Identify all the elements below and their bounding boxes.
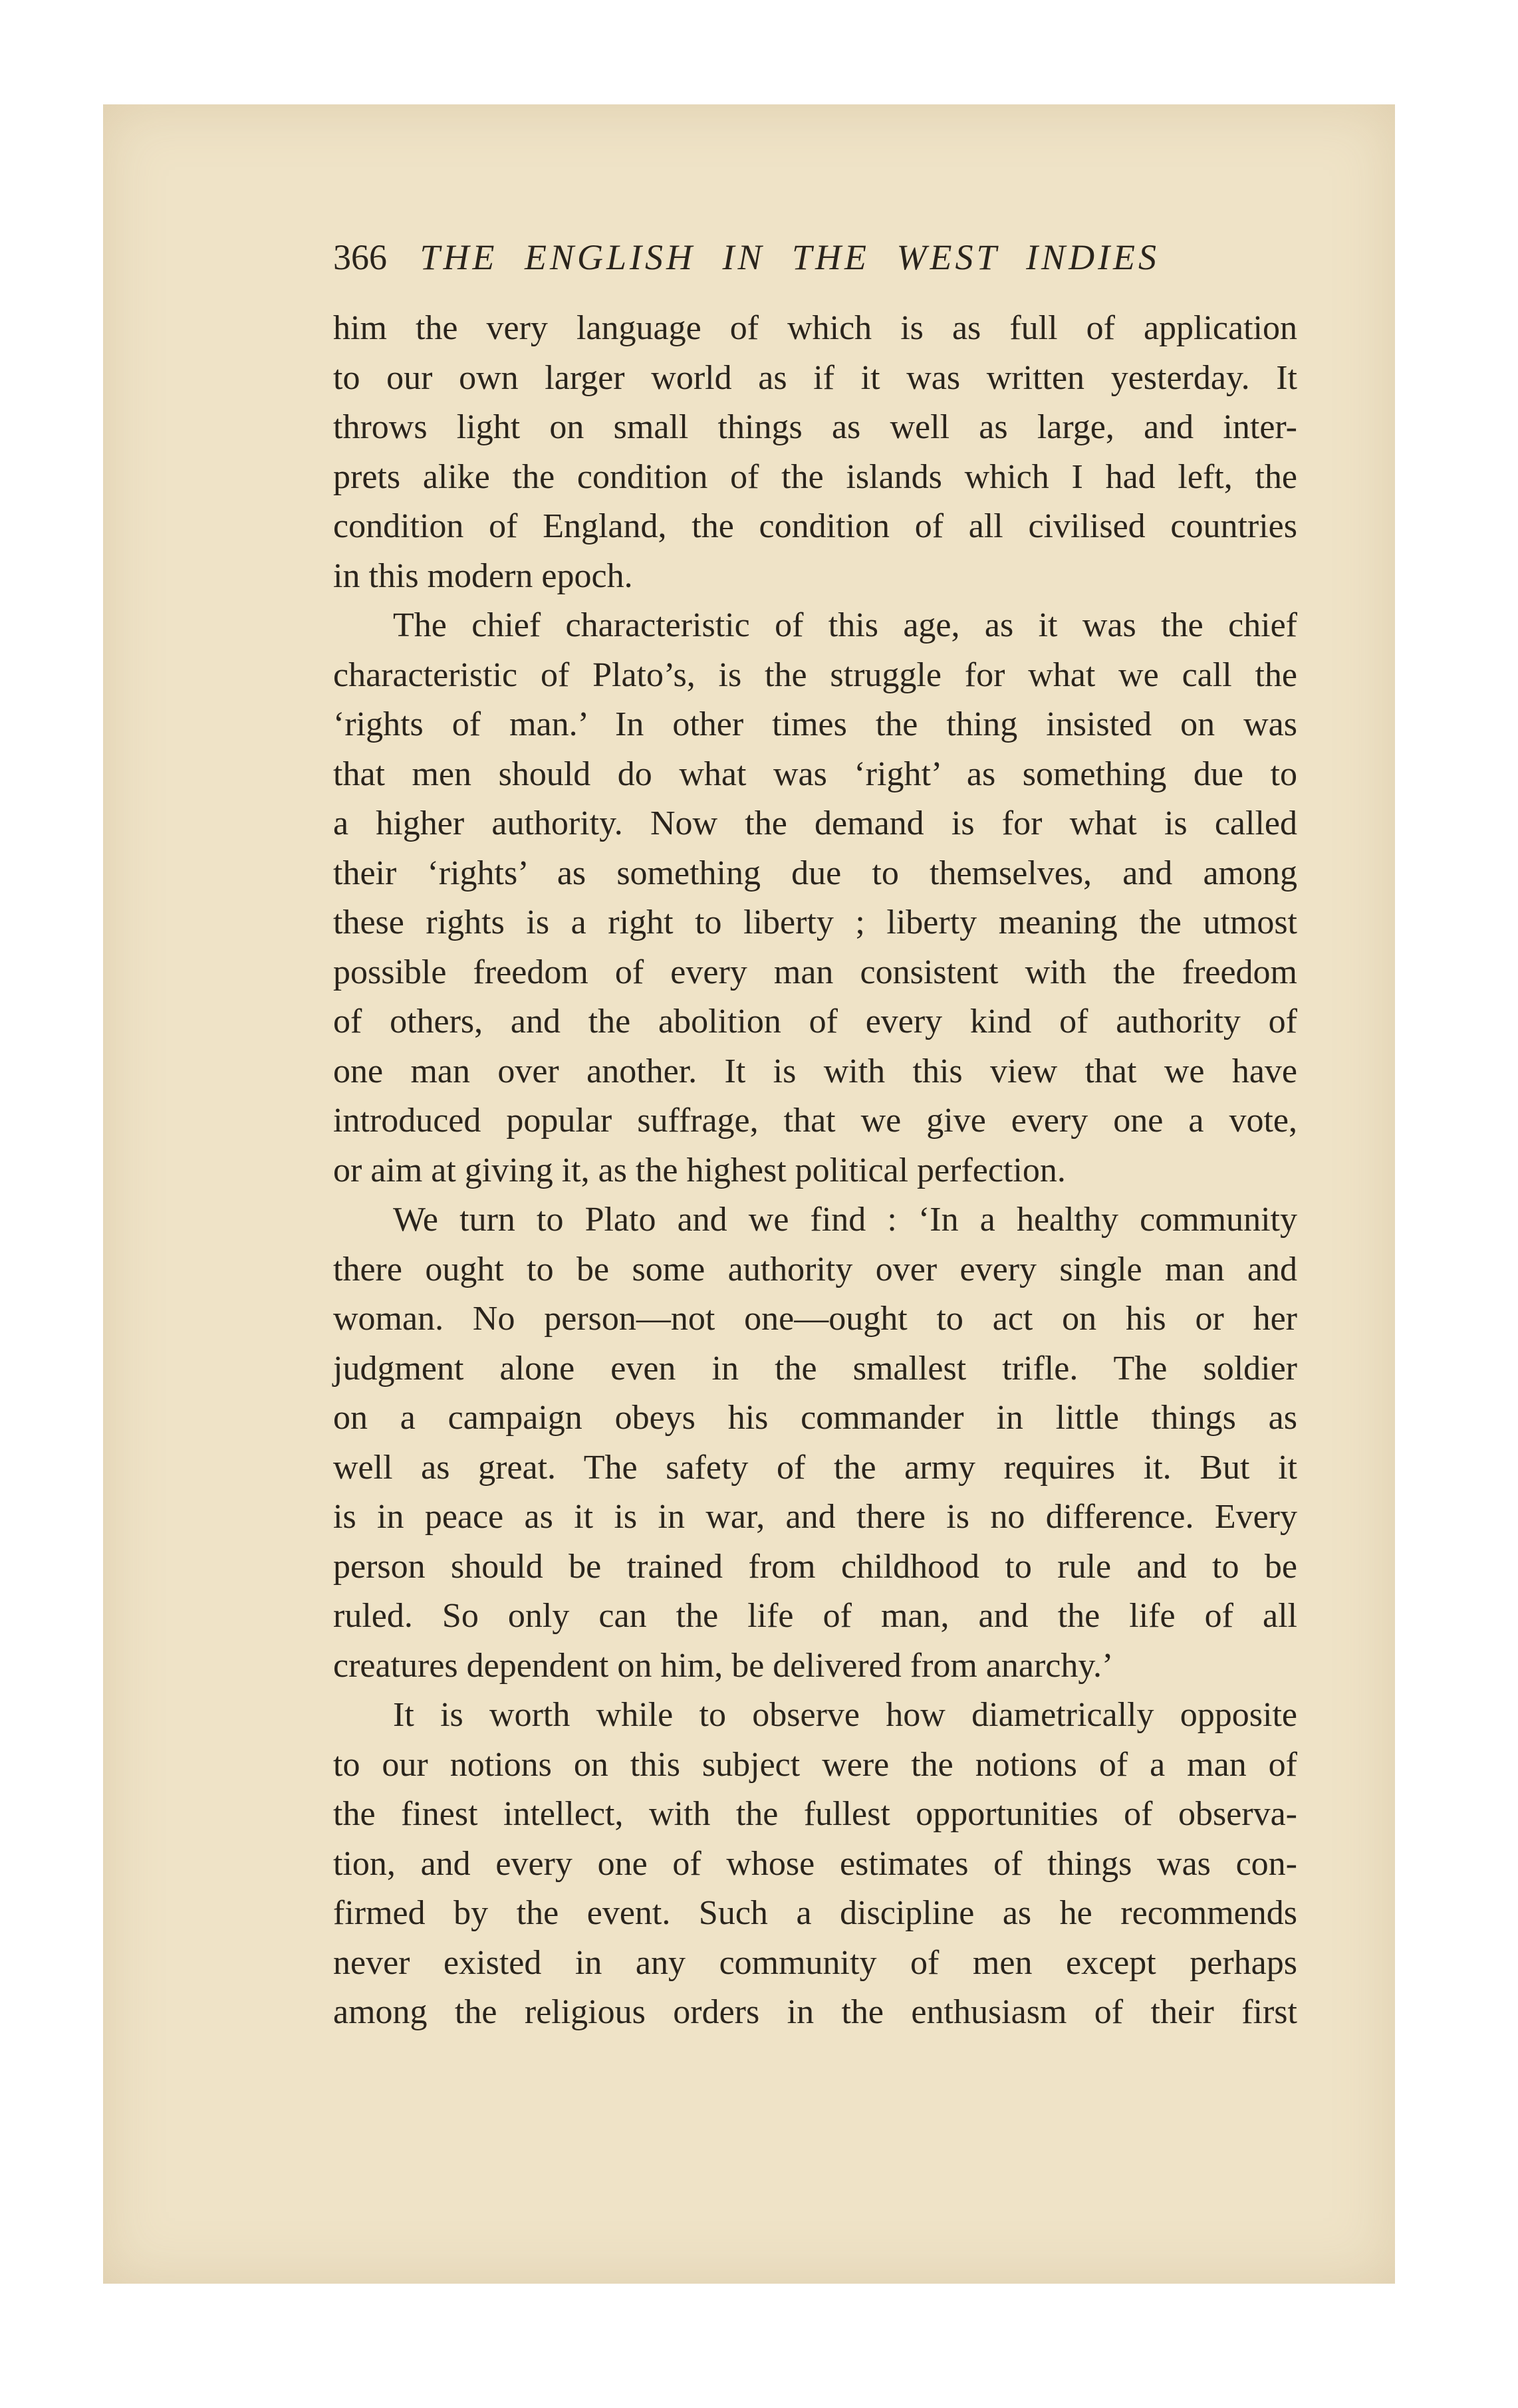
text-line: never existed in any community of men except perhaps <box>333 1943 1297 1982</box>
text-line: creatures dependent on him, be delivered from anarchy.’ <box>333 1646 1114 1685</box>
text-line: ruled. So only can the life of man, and the life of all <box>333 1597 1297 1635</box>
text-line: well as great. The safety of the army requires it. But it <box>333 1448 1297 1487</box>
body-text <box>333 304 1297 2038</box>
text-line: of others, and the abolition of every kind of authority of <box>333 1003 1297 1040</box>
text-line: characteristic of Plato’s, is the struggle for what we call the <box>333 656 1297 694</box>
text-line: introduced popular suffrage, that we give every one a vote, <box>333 1102 1297 1140</box>
text-line: is in peace as it is in war, and there is no difference. Every <box>333 1498 1297 1536</box>
text-line: It is worth while to observe how diametrically opposite <box>393 1696 1297 1734</box>
text-line: a higher authority. Now the demand is for what is called <box>333 804 1297 842</box>
text-line: on a campaign obeys his commander in little things as <box>333 1399 1297 1437</box>
text-line: the finest intellect, with the fullest opportunities of observa- <box>333 1795 1297 1833</box>
text-line: ‘rights of man.’ In other times the thing insisted on was <box>333 705 1297 743</box>
text-line: among the religious orders in the enthusiasm of their first <box>333 1993 1297 2031</box>
text-line: firmed by the event. Such a discipline as he recommends <box>333 1894 1297 1932</box>
text-line: person should be trained from childhood to rule and to be <box>333 1547 1297 1586</box>
text-line: possible freedom of every man consistent with the freedom <box>333 953 1297 991</box>
text-line: one man over another. It is with this view that we have <box>333 1052 1297 1090</box>
text-line: woman. No person—not one—ought to act on his or her <box>333 1300 1297 1338</box>
text-line: or aim at giving it, as the highest political perfection. <box>333 1151 1066 1189</box>
text-line: to our own larger world as if it was written yesterday. It <box>333 358 1297 397</box>
running-head <box>333 231 1297 284</box>
text-line: prets alike the condition of the islands which I had left, the <box>333 457 1297 496</box>
text-line: to our notions on this subject were the notions of a man of <box>333 1745 1297 1784</box>
text-line: throws light on small things as well as large, and inter- <box>333 408 1297 446</box>
text-line: him the very language of which is as full of application <box>333 309 1297 347</box>
text-line: these rights is a right to liberty ; liberty meaning the utmost <box>333 903 1297 941</box>
text-line: condition of England, the condition of all civilised countries <box>333 507 1297 545</box>
book-title: THE ENGLISH IN THE WEST INDIES <box>420 237 1160 277</box>
text-line: tion, and every one of whose estimates of things was con- <box>333 1844 1297 1883</box>
text-line: The chief characteristic of this age, as it was the chief <box>393 606 1297 644</box>
text-line: their ‘rights’ as something due to themselves, and among <box>333 854 1297 892</box>
text-line: there ought to be some authority over every single man and <box>333 1250 1297 1288</box>
text-line: judgment alone even in the smallest trifle. The soldier <box>333 1349 1297 1387</box>
text-line: that men should do what was ‘right’ as something due to <box>333 755 1297 793</box>
text-line: in this modern epoch. <box>333 556 633 595</box>
page-number: 366 <box>333 237 387 277</box>
book-page <box>103 104 1395 2284</box>
text-line: We turn to Plato and we find : ‘In a healthy community <box>393 1201 1297 1239</box>
